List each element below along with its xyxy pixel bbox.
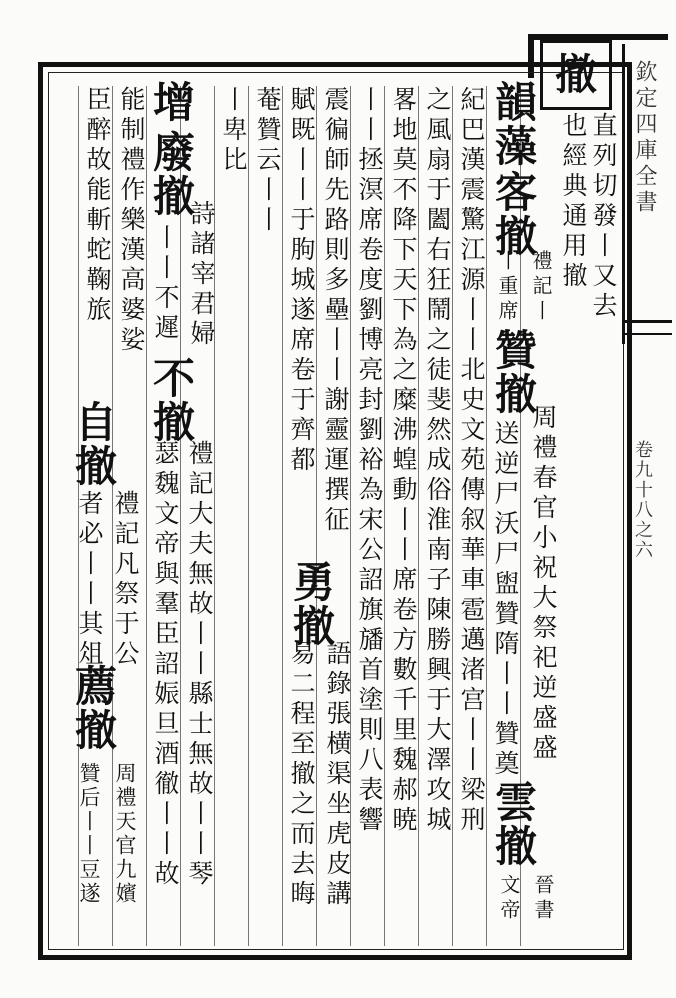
text-column: 能制禮作樂漢高婆娑 [117, 86, 146, 356]
text-column: 者必丨丨其俎 [75, 490, 104, 670]
text-column: 震徧師先路則多壘丨丨謝靈運撰征 [321, 86, 350, 536]
headword-entry: 不撤 [147, 356, 196, 444]
text-column: 禮記凡祭于公 [111, 490, 140, 670]
headword: 撤 [554, 50, 597, 99]
entry-note: 晉書 [531, 874, 555, 924]
headword-entry: 自撤 [69, 400, 118, 488]
section-heading: 韻藻 [489, 80, 538, 168]
entry-note: 丨重席 [495, 250, 519, 325]
margin-divider [622, 320, 672, 335]
headword-entry: 贊撤 [489, 328, 538, 416]
headword-entry: 客撤 [489, 170, 538, 258]
headword-entry: 勇撤 [287, 560, 336, 648]
text-column: 周禮天官九嬪 [113, 762, 137, 906]
headword-box [540, 40, 612, 110]
text-column: 之風扇于闔右狂鬧之徒斐然成俗淮南子陳勝興于大澤攻城 [423, 86, 452, 836]
headword-entry: 雲撤 [489, 780, 538, 868]
headword-entry: 廢撤 [147, 130, 196, 218]
text-column: 詩諸宰君婦 [187, 200, 216, 350]
text-column: 也經典通用撤 [559, 112, 588, 292]
text-column: 易二程至撤之而去晦 [287, 640, 316, 910]
text-column: 丨卑比 [219, 86, 248, 176]
text-column: 臣醉故能斬蛇鞠旅 [83, 86, 112, 326]
text-column: 瑟魏文帝與羣臣詔娠旦酒徹丨丨故 [151, 440, 180, 890]
volume-label: 卷九十八之六 [632, 440, 653, 560]
text-column: 丨丨拯溟席卷度劉博亮封劉裕為宋公詔旗旙首塗則八表響 [355, 86, 384, 836]
entry-note: 禮記丨 [529, 250, 553, 325]
text-column: 送逆尸沃尸盥贊隋丨丨贊奠 [491, 420, 520, 780]
text-column: 賦既丨丨于朐城遂席卷于齊都 [287, 86, 316, 476]
section-heading: 增 [147, 80, 196, 124]
text-column: 丨丨不遲 [151, 224, 180, 344]
entry-note: 文帝 [497, 874, 521, 924]
text-column: 直列切發丨又去 [589, 112, 618, 322]
headword-entry: 薦撤 [69, 664, 118, 752]
book-title: 欽定四庫全書 [632, 60, 657, 216]
text-column: 禮記大夫無故丨丨縣士無故丨丨琴 [185, 440, 214, 890]
text-column: 周禮春官小祝大祭祀逆盛盛 [529, 404, 558, 764]
text-column: 畧地莫不降下天下為之糜沸蝗動丨丨席卷方數千里魏郝暁 [389, 86, 418, 836]
text-column: 菴贊云丨丨 [253, 86, 282, 236]
text-column: 紀巴漢震驚江源丨丨北史文苑傳叙華車雹邁渚宫丨丨梁刑 [457, 86, 486, 836]
text-column: 贊后丨丨豆遂 [77, 762, 101, 906]
text-column: 語錄張横渠坐虎皮講 [323, 640, 352, 910]
column-rule [248, 86, 249, 946]
